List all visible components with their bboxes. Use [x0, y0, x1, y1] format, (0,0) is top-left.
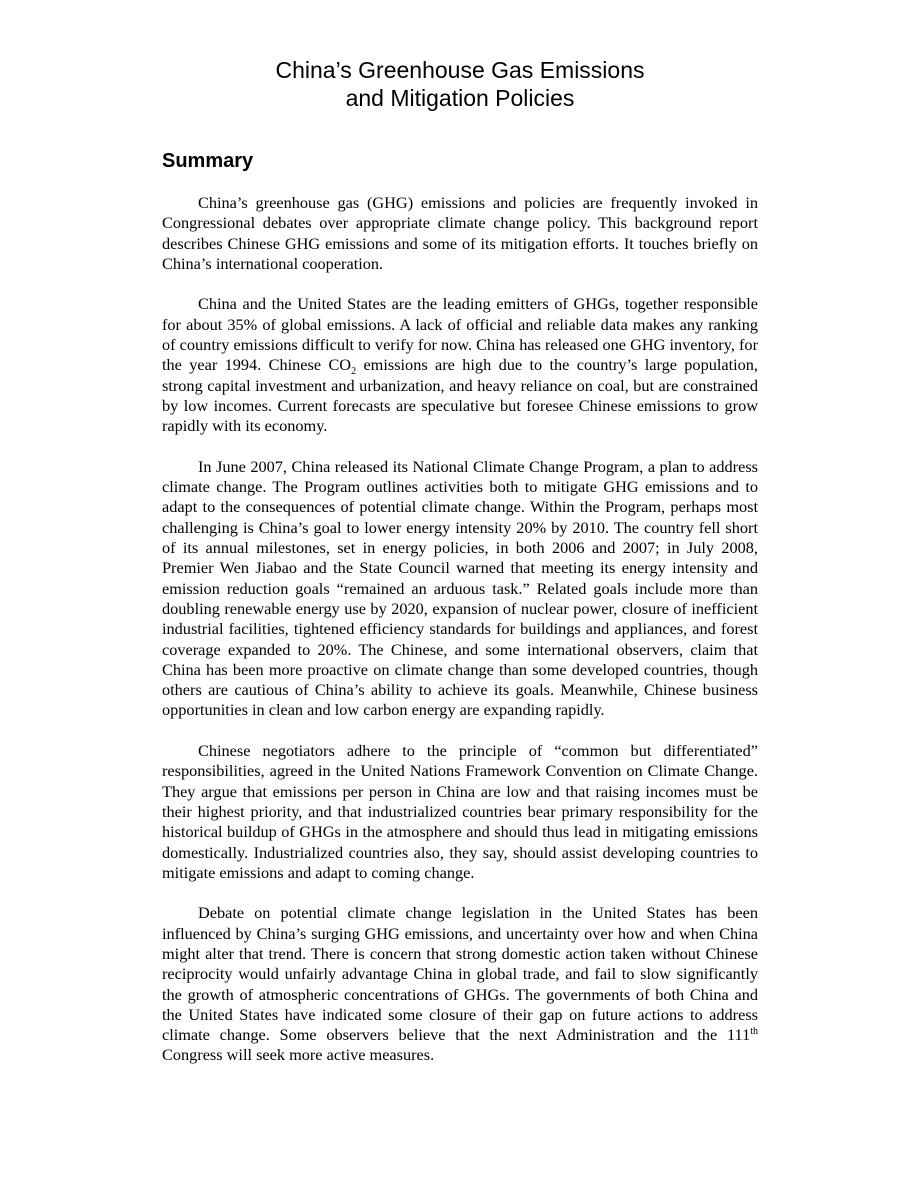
paragraph-5-part-b: Congress will seek more active measures. — [162, 1045, 435, 1065]
paragraph-2-part-a: China and the United States are the leading emitters of GHGs, together responsible for about 35% of global emissions. A lack of official and reliable data makes any ranking of country emissions difficult to verify for now. China has released one GHG inventory, for the year 1994. Chinese CO — [162, 294, 758, 375]
summary-body — [162, 193, 758, 1086]
title-line-1: China’s Greenhouse Gas Emissions — [275, 57, 645, 83]
paragraph-5 — [162, 903, 758, 1065]
paragraph-2-part-b: emissions are high due to the country’s large population, strong capital investment and urbanization, and heavy reliance on coal, but are constrained by low incomes. Current forecasts are speculative but foresee Chinese emissions to grow rapidly with its economy. — [162, 355, 759, 436]
paragraph-5-part-a: Debate on potential climate change legislation in the United States has been influenced by China’s surging GHG emissions, and uncertainty over how and when China might alter that trend. There is concern that strong domestic action taken without Chinese reciprocity would unfairly advantage China in global trade, and fail to slow significantly the growth of atmospheric concentrations of GHGs. The governments of both China and the United States have indicated some closure of their gap on future actions to address climate change. Some observers believe that the next Administration and the 111 — [162, 903, 758, 1045]
co2-subscript: 2 — [351, 366, 357, 378]
ordinal-superscript: th — [750, 1026, 758, 1038]
summary-heading: Summary — [162, 150, 254, 172]
paragraph-2 — [162, 294, 758, 436]
paragraph-3: In June 2007, China released its National Climate Change Program, a plan to address climate change. The Program outlines activities both to mitigate GHG emissions and to adapt to the consequences of potential climate change. Within the Program, perhaps most challenging is China’s goal to lower energy intensity 20% by 2010. The country fell short of its annual milestones, set in energy policies, in both 2006 and 2007; in July 2008, Premier Wen Jiabao and the State Council warned that meeting its energy intensity and emission reduction goals “remained an arduous task.” Related goals include more than doubling renewable energy use by 2020, expansion of nuclear power, closure of inefficient industrial facilities, tightened efficiency standards for buildings and appliances, and forest coverage expanded to 20%. The Chinese, and some international observers, claim that China has been more proactive on climate change than some developed countries, though others are cautious of China’s ability to achieve its goals. Meanwhile, Chinese business opportunities in clean and low carbon energy are expanding rapidly. — [162, 456, 758, 720]
document-title — [0, 56, 920, 112]
paragraph-1: China’s greenhouse gas (GHG) emissions and policies are frequently invoked in Congressional debates over appropriate climate change policy. This background report describes Chinese GHG emissions and some of its mitigation efforts. It touches briefly on China’s international cooperation. — [162, 193, 758, 273]
paragraph-4: Chinese negotiators adhere to the principle of “common but differentiated” responsibilities, agreed in the United Nations Framework Convention on Climate Change. They argue that emissions per person in China are low and that raising incomes must be their highest priority, and that industrialized countries bear primary responsibility for the historical buildup of GHGs in the atmosphere and should thus lead in mitigating emissions domestically. Industrialized countries also, they say, should assist developing countries to mitigate emissions and adapt to coming change. — [162, 741, 758, 882]
title-line-2: and Mitigation Policies — [345, 85, 575, 111]
